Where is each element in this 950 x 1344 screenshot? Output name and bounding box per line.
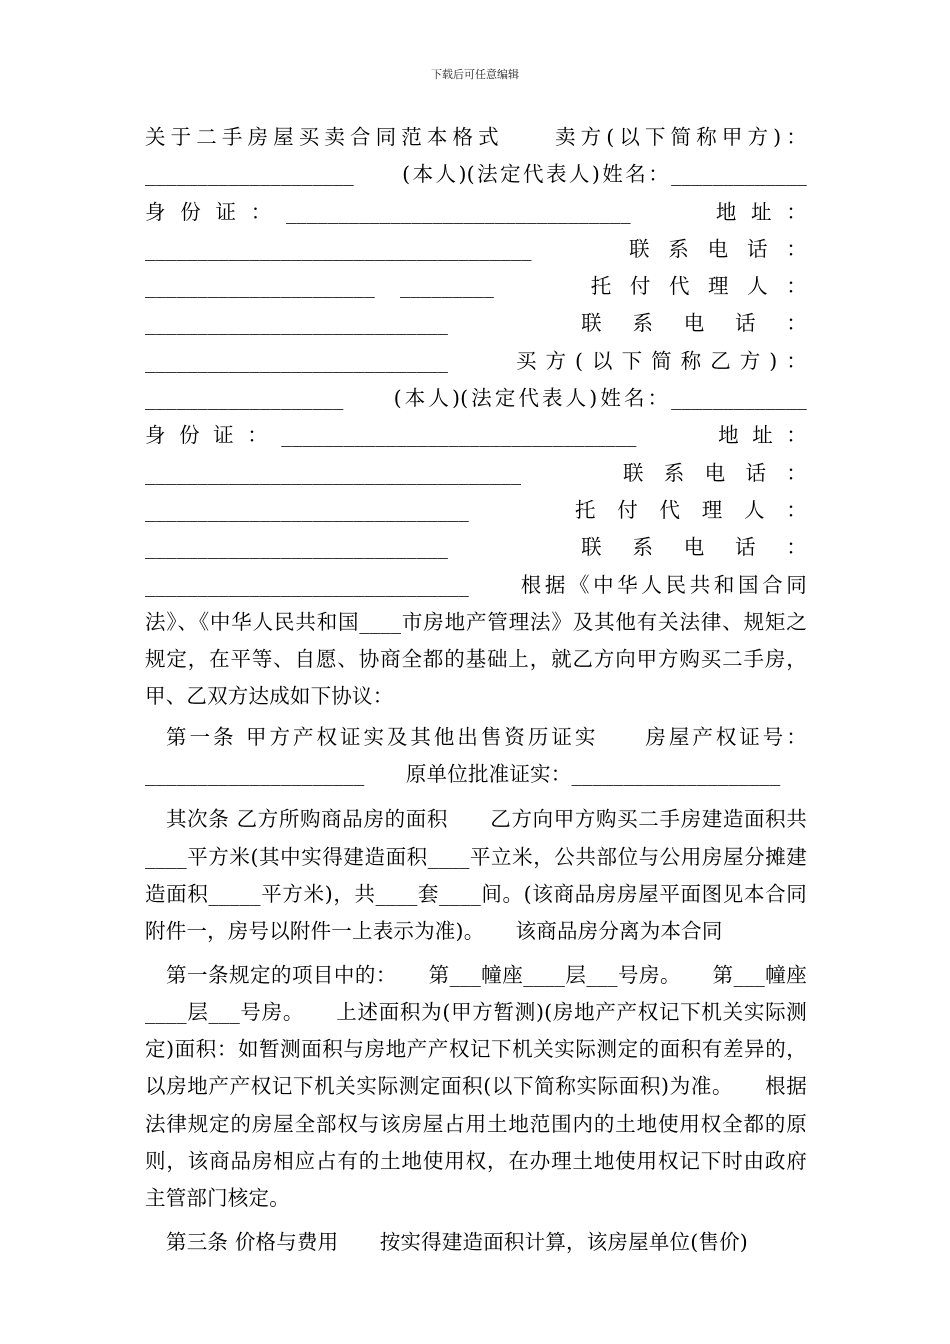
article-1-paragraph: 第一条 甲方产权证实及其他出售资历证实 房屋产权证号：_____________________ 原单位批准证实：____________________ (145, 724, 807, 787)
article-2-paragraph: 其次条 乙方所购商品房的面积 乙方向甲方购买二手房建造面积共____平方米(其中实得建造面积____平立米，公共部位与公用房屋分摊建造面积_____平方米)，共____套____间。(该商品房房屋平面图见本合同附件一，房号以附件一上表示为准)。 该商品房分离为本合同 (145, 807, 807, 944)
article-1-reference-paragraph: 第一条规定的项目中的： 第___幢座____层___号房。 第___幢座____层___号房。 上述面积为(甲方暂测)(房地产产权记下机关实际测定)面积：如暂测面积与房地产产权记下机关实际测定的面积有差异的，以房地产产权记下机关实际测定面积(以下简称实际面积)为准。 根据法律规定的房屋全部权与该房屋占用土地范围内的土地使用权全都的原则，该商品房相应占有的土地使用权，在办理土地使用权记下时由政府主管部门核定。 (145, 962, 807, 1211)
header-note: 下载后可任意编辑 (431, 68, 519, 81)
contract-intro-paragraph: 关于二手房屋买卖合同范本格式 卖方(以下简称甲方)：____________________ (本人)(法定代表人)姓名：_____________ 身份证：_________________________________ 地址：_____________________________________ 联系电话：______________________ _________ 托付代理人：_____________________________ 联系电话：_____________________________ 买方(以下简称乙方)：___________________ (本人)(法定代表人)姓名：_____________ 身份证：__________________________________ 地址：____________________________________ 联系电话：_______________________________ 托付代理人：_____________________________ 联系电话：_______________________________ 根据《中华人民共和国合同法》、《中华人民共和国____市房地产管理法》及其他有关法律、规矩之规定，在平等、自愿、协商全都的基础上，就乙方向甲方购买二手房，甲、乙双方达成如下协议： (145, 125, 849, 709)
article-3-paragraph: 第三条 价格与费用 按实得建造面积计算，该房屋单位(售价) (166, 1229, 749, 1254)
contract-body (145, 119, 849, 1261)
